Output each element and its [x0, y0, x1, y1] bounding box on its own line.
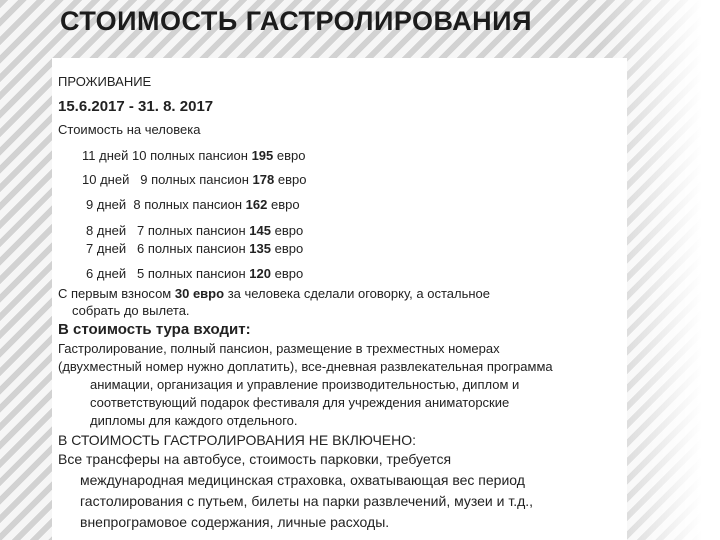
excluded-heading: В СТОИМОСТЬ ГАСТРОЛИРОВАНИЯ НЕ ВКЛЮЧЕНО:: [58, 432, 417, 448]
included-line: анимации, организация и управление производительностью, диплом и: [90, 377, 520, 392]
excluded-line: Все трансферы на автобусе, стоимость парковки, требуется: [58, 451, 452, 467]
date-range: 15.6.2017 - 31. 8. 2017: [58, 98, 214, 115]
deposit-note-continued: собрать до вылета.: [72, 303, 190, 318]
section-label: ПРОЖИВАНИЕ: [58, 74, 152, 89]
included-line: дипломы для каждого отдельного.: [90, 413, 298, 428]
price-row: 8 дней 7 полных пансион 145 евро: [86, 223, 304, 238]
excluded-line: гастолирования с путьем, билеты на парки развлечений, музеи и т.д.,: [80, 493, 534, 509]
page-title: СТОИМОСТЬ ГАСТРОЛИРОВАНИЯ: [60, 6, 532, 36]
deposit-note: С первым взносом 30 евро за человека сделали оговорку, а остальное: [58, 286, 490, 301]
price-row: 10 дней 9 полных пансион 178 евро: [82, 172, 307, 187]
excluded-line: международная медицинская страховка, охватывающая вес период: [80, 472, 525, 488]
price-row: 7 дней 6 полных пансион 135 евро: [86, 241, 304, 256]
excluded-line: внепрограмовое содержания, личные расходы.: [80, 514, 390, 530]
included-heading: В стоимость тура входит:: [58, 321, 251, 338]
price-row: 9 дней 8 полных пансион 162 евро: [86, 197, 300, 212]
per-person-label: Стоимость на человека: [58, 122, 201, 137]
price-row: 11 дней 10 полных пансион 195 евро: [82, 148, 306, 163]
included-line: (двухместный номер нужно доплатить), все-дневная развлекательная программа: [58, 359, 553, 374]
price-row: 6 дней 5 полных пансион 120 евро: [86, 266, 304, 281]
included-line: Гастролирование, полный пансион, размещение в трехместных номерах: [58, 341, 500, 356]
included-line: соответствующий подарок фестиваля для учреждения аниматорские: [90, 395, 510, 410]
